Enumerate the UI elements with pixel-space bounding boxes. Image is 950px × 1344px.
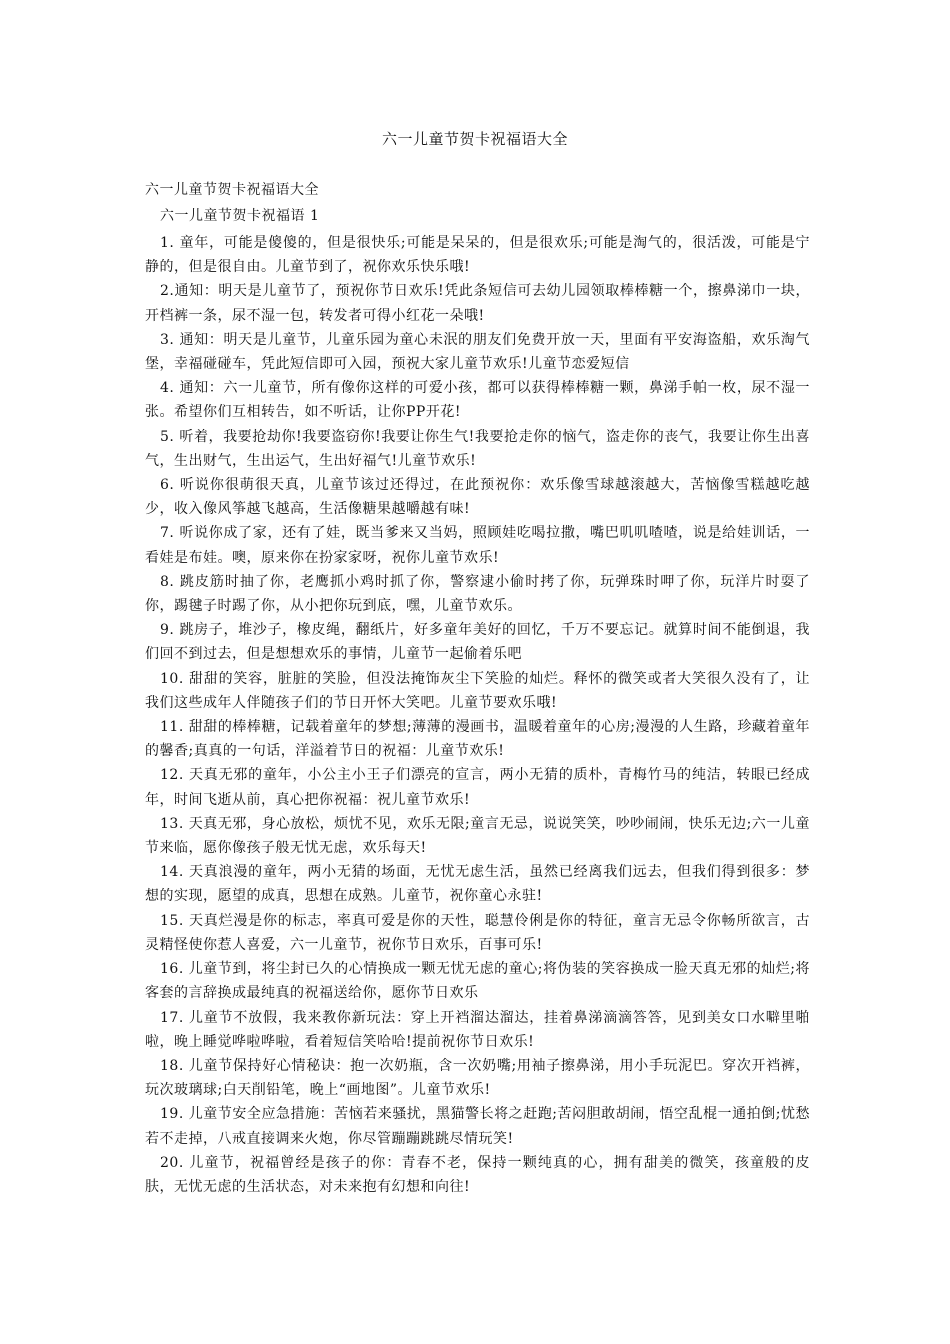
greeting-item: 11. 甜甜的棒棒糖，记载着童年的梦想;薄薄的漫画书，温暖着童年的心房;漫漫的人生路，珍藏着童年的馨香;真真的一句话，洋溢着节日的祝福：儿童节欢乐!: [145, 719, 810, 760]
greeting-item: 16. 儿童节到，将尘封已久的心情换成一颗无忧无虑的童心;将伪装的笑容换成一脸天真无邪的灿烂;将客套的言辞换成最纯真的祝福送给你，愿你节日欢乐: [145, 961, 810, 1002]
greeting-item: 9. 跳房子，堆沙子，橡皮绳，翻纸片，好多童年美好的回忆，千万不要忘记。就算时间不能倒退，我们回不到过去，但是想想欢乐的事情，儿童节一起偷着乐吧: [145, 622, 810, 663]
greeting-list: [145, 231, 810, 1199]
greeting-item: 18. 儿童节保持好心情秘诀：抱一次奶瓶，含一次奶嘴;用袖子擦鼻涕，用小手玩泥巴。穿次开裆裤，玩次玻璃球;白天削铅笔，晚上“画地图”。儿童节欢乐!: [145, 1057, 810, 1099]
greeting-item: 1. 童年，可能是傻傻的，但是很快乐;可能是呆呆的，但是很欢乐;可能是淘气的，很活泼，可能是宁静的，但是很自由。儿童节到了，祝你欢乐快乐哦!: [145, 235, 810, 276]
document-title: 六一儿童节贺卡祝福语大全: [381, 130, 568, 148]
greeting-item: 17. 儿童节不放假，我来教你新玩法：穿上开裆溜达溜达，挂着鼻涕滴滴答答，见到美女口水噼里啪啦，晚上睡觉哗啦哗啦，看着短信笑哈哈!提前祝你节日欢乐!: [145, 1009, 810, 1050]
greeting-item: 12. 天真无邪的童年，小公主小王子们漂亮的宣言，两小无猜的质朴，青梅竹马的纯洁，转眼已经成年，时间飞逝从前，真心把你祝福：祝儿童节欢乐!: [145, 767, 810, 808]
greeting-item: 6. 听说你很萌很天真，儿童节该过还得过，在此预祝你：欢乐像雪球越滚越大，苦恼像雪糕越吃越少，收入像风筝越飞越高，生活像糖果越嚼越有味!: [145, 477, 810, 518]
greeting-item: 4. 通知：六一儿童节，所有像你这样的可爱小孩，都可以获得棒棒糖一颗，鼻涕手帕一枚，尿不湿一张。希望你们互相转告，如不听话，让你PP开花!: [145, 380, 810, 421]
greeting-item: 10. 甜甜的笑容，脏脏的笑脸，但没法掩饰灰尘下笑脸的灿烂。释怀的微笑或者大笑很久没有了，让我们这些成年人伴随孩子们的节日开怀大笑吧。儿童节要欢乐哦!: [145, 670, 810, 711]
greeting-item: 15. 天真烂漫是你的标志，率真可爱是你的天性，聪慧伶俐是你的特征，童言无忌令你畅所欲言，古灵精怪使你惹人喜爱，六一儿童节，祝你节日欢乐，百事可乐!: [145, 912, 810, 953]
greeting-item: 8. 跳皮筋时抽了你，老鹰抓小鸡时抓了你，警察逮小偷时拷了你，玩弹珠时呷了你，玩洋片时耍了你，踢毽子时踢了你，从小把你玩到底，嘿，儿童节欢乐。: [145, 573, 810, 615]
subsection-heading: 六一儿童节贺卡祝福语 1: [160, 208, 320, 224]
section-heading: 六一儿童节贺卡祝福语大全: [145, 182, 319, 198]
greeting-item: 14. 天真浪漫的童年，两小无猜的场面，无忧无虑生活，虽然已经离我们远去，但我们得到很多：梦想的实现，愿望的成真，思想在成熟。儿童节，祝你童心永驻!: [145, 864, 810, 905]
greeting-item: 2.通知：明天是儿童节了，预祝你节日欢乐!凭此条短信可去幼儿园领取棒棒糖一个，擦鼻涕巾一块，开档裤一条，尿不湿一包，转发者可得小红花一朵哦!: [145, 283, 810, 324]
greeting-item: 13. 天真无邪，身心放松，烦忧不见，欢乐无限;童言无忌，说说笑笑，吵吵闹闹，快乐无边;六一儿童节来临，愿你像孩子般无忧无虑，欢乐每天!: [145, 815, 810, 857]
greeting-item: 20. 儿童节，祝福曾经是孩子的你：青春不老，保持一颗纯真的心，拥有甜美的微笑，孩童般的皮肤，无忧无虑的生活状态，对未来抱有幻想和向往!: [145, 1154, 810, 1195]
greeting-item: 7. 听说你成了家，还有了娃，既当爹来又当妈，照顾娃吃喝拉撒，嘴巴叽叽喳喳，说是给娃训话，一看娃是布娃。噢，原来你在扮家家呀，祝你儿童节欢乐!: [145, 525, 810, 566]
greeting-item: 3. 通知：明天是儿童节，儿童乐园为童心未泯的朋友们免费开放一天，里面有平安海盗船，欢乐淘气堡，幸福碰碰车，凭此短信即可入园，预祝大家儿童节欢乐!儿童节恋爱短信: [145, 331, 810, 373]
greeting-item: 19. 儿童节安全应急措施：苦恼若来骚扰，黑猫警长将之赶跑;苦闷胆敢胡闹，悟空乱棍一通拍倒;忧愁若不走掉，八戒直接调来火炮，你尽管蹦蹦跳跳尽情玩笑!: [145, 1106, 810, 1147]
greeting-item: 5. 听着，我要抢劫你!我要盗窃你!我要让你生气!我要抢走你的恼气，盗走你的丧气，我要让你生出喜气，生出财气，生出运气，生出好福气!儿童节欢乐!: [145, 428, 810, 469]
